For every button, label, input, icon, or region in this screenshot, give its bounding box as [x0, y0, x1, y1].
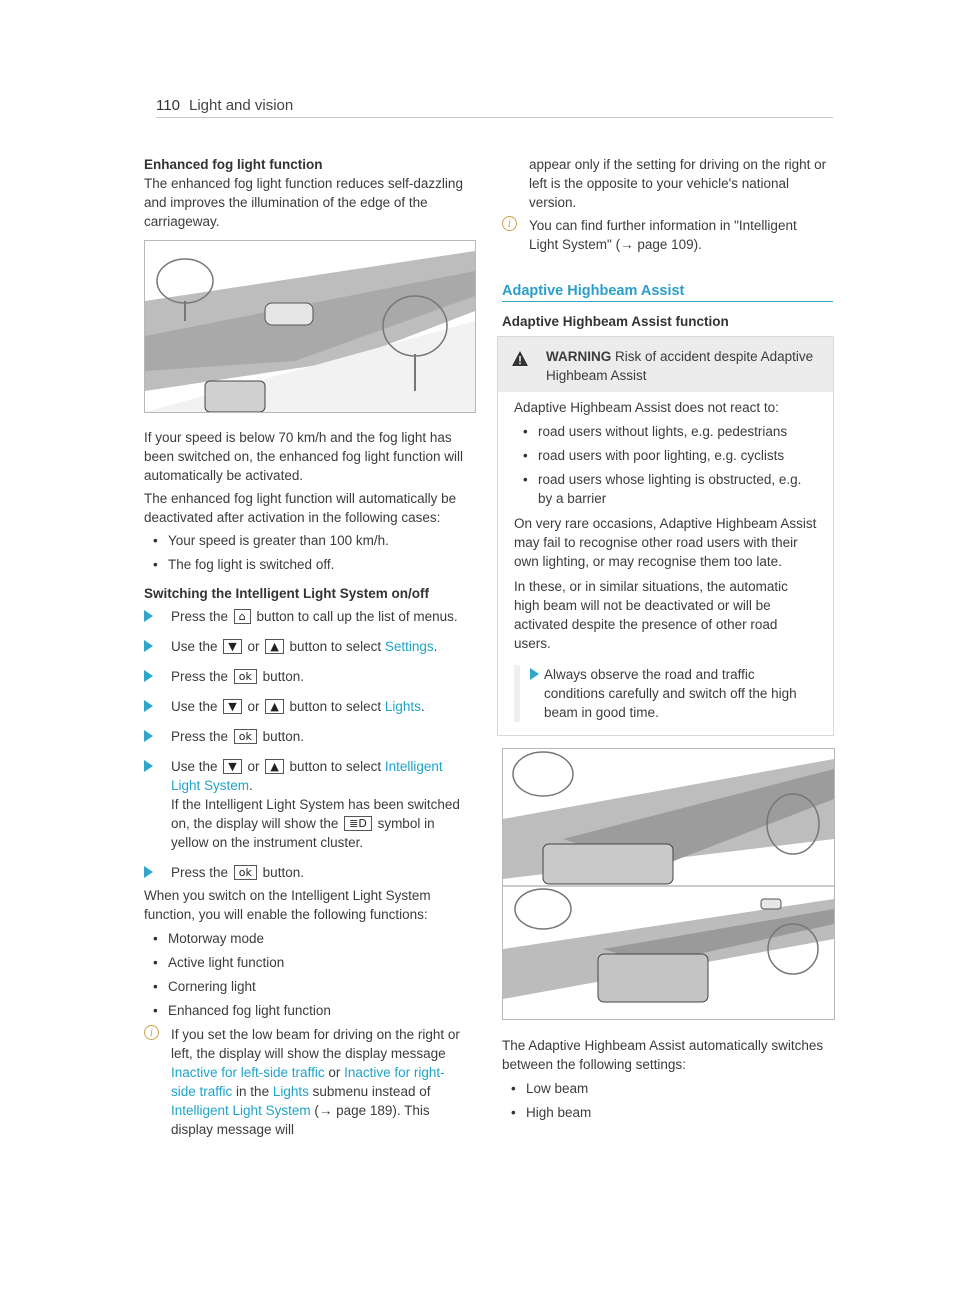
home-key-icon: ⌂ — [234, 609, 251, 624]
continued-text: appear only if the setting for driving on the right or left is the opposite to your vehicle's national version. — [529, 157, 827, 210]
warning-p2: In these, or in similar situations, the automatic high beam will not be deactivated or will be activated despite the presence of other road users. — [514, 579, 788, 651]
step-text: . — [420, 699, 425, 714]
step-3 — [144, 667, 464, 686]
step-2 — [144, 637, 464, 656]
warning-triangle-icon — [512, 351, 528, 366]
headlamp-symbol-icon: ≣D — [344, 816, 372, 831]
step-text: or — [247, 699, 260, 714]
function-item-2: • Active light function — [144, 953, 464, 972]
section-title: Light and vision — [189, 97, 294, 114]
fog-p1: If your speed is below 70 km/h and the fog light has been switched on, the enhanced fog light function will automatically be activated. — [144, 430, 463, 483]
step-text: button to select — [289, 759, 382, 774]
step-note: If the Intelligent Light System has been switched on, the display will show the — [171, 797, 460, 831]
function-item-1: • Motorway mode — [144, 929, 464, 948]
note-message-right: Inactive for right-side traffic — [171, 1065, 445, 1099]
step-arrow-icon — [144, 640, 153, 652]
up-key-icon: ▲ — [265, 699, 283, 714]
step-arrow-icon — [144, 610, 153, 622]
step-text: button. — [262, 865, 304, 880]
step-text: or — [247, 759, 260, 774]
step-7 — [144, 863, 464, 882]
sub-heading: Adaptive Highbeam Assist function — [502, 314, 729, 329]
step-note: symbol in yellow on the instrument cluster. — [171, 816, 435, 850]
step-text: Use the — [171, 699, 218, 714]
note-message-left: Inactive for left-side traffic — [171, 1065, 325, 1080]
step-text: . — [433, 639, 438, 654]
warning-title-text: Risk of accident despite Adaptive Highbeam Assist — [546, 349, 814, 383]
warning-label: WARNING — [546, 349, 612, 364]
info-icon: i — [502, 216, 517, 231]
up-key-icon: ▲ — [265, 639, 283, 654]
step-text: Press the — [171, 865, 229, 880]
step-text: . — [249, 778, 253, 793]
section-rule — [502, 301, 833, 302]
fog-bullet-2: • The fog light is switched off. — [144, 555, 464, 574]
ok-key-icon: ok — [234, 729, 257, 744]
right-column-bottom — [502, 1036, 833, 1122]
info-text: You can find further information in "Intelligent Light System" (→ page 109). — [529, 218, 797, 252]
ok-key-icon: ok — [234, 669, 257, 684]
warning-body — [498, 392, 833, 722]
step-arrow-icon — [144, 700, 153, 712]
warning-p1: On very rare occasions, Adaptive Highbeam Assist may fail to recognise other road users with their own lighting, or may recognise them too late. — [514, 516, 817, 569]
section-heading: Adaptive Highbeam Assist — [502, 283, 685, 299]
step-text: button. — [262, 729, 304, 744]
note-text: or — [328, 1065, 341, 1080]
step-arrow-icon — [144, 866, 153, 878]
step-text: Press the — [171, 669, 229, 684]
fog-light-illustration — [144, 240, 476, 413]
note-text: (→ page 189). This display message will — [171, 1103, 430, 1137]
menu-ils-link: Intelligent Light System — [171, 759, 443, 793]
step-text: Press the — [171, 609, 229, 624]
ils-heading: Switching the Intelligent Light System on/off — [144, 586, 429, 601]
left-column-body — [144, 428, 464, 1139]
info-note — [502, 216, 829, 254]
step-text: button to select — [289, 639, 382, 654]
fog-heading: Enhanced fog light function — [144, 157, 323, 172]
fog-p2: The enhanced fog light function will automatically be deactivated after activation in the following cases: — [144, 491, 457, 525]
warning-title — [546, 347, 816, 385]
highbeam-illustration — [502, 748, 835, 1020]
warning-header — [498, 337, 833, 392]
left-column — [144, 155, 464, 231]
note-text: If you set the low beam for driving on the right or left, the display will show the display message — [171, 1027, 460, 1061]
warning-action — [514, 665, 817, 722]
right-continuation — [529, 155, 829, 212]
up-key-icon: ▲ — [265, 759, 283, 774]
warning-action-text: Always observe the road and traffic conditions carefully and switch off the high beam in good time. — [544, 667, 797, 720]
note-text: submenu instead of — [312, 1084, 431, 1099]
step-1 — [144, 607, 464, 626]
setting-low-beam: • Low beam — [502, 1079, 833, 1098]
step-6 — [144, 757, 464, 852]
ok-key-icon: ok — [234, 865, 257, 880]
step-5 — [144, 727, 464, 746]
menu-lights-link: Lights — [384, 699, 421, 714]
down-key-icon: ▼ — [223, 639, 241, 654]
step-text: Press the — [171, 729, 229, 744]
warning-item-2: • road users with poor lighting, e.g. cyclists — [514, 446, 817, 465]
function-item-3: • Cornering light — [144, 977, 464, 996]
auto-text: The Adaptive Highbeam Assist automatically switches between the following settings: — [502, 1038, 824, 1072]
step-arrow-icon — [144, 730, 153, 742]
warning-item-1: • road users without lights, e.g. pedestrians — [514, 422, 817, 441]
step-text: button to select — [289, 699, 382, 714]
step-text: button. — [262, 669, 304, 684]
header-rule — [156, 117, 833, 118]
step-arrow-icon — [144, 760, 153, 772]
warning-intro: Adaptive Highbeam Assist does not react to: — [514, 400, 779, 415]
warning-box — [497, 336, 834, 736]
fog-bullet-1: • Your speed is greater than 100 km/h. — [144, 531, 464, 550]
function-item-4: • Enhanced fog light function — [144, 1001, 464, 1020]
display-note — [144, 1025, 464, 1139]
menu-settings-link: Settings — [384, 639, 434, 654]
warning-item-3: • road users whose lighting is obstructed, e.g. by a barrier — [514, 470, 817, 508]
step-text: Use the — [171, 759, 218, 774]
info-icon: i — [144, 1025, 159, 1040]
step-arrow-icon — [530, 668, 539, 680]
down-key-icon: ▼ — [223, 699, 241, 714]
fog-intro: The enhanced fog light function reduces self-dazzling and improves the illumination of the edge of the carriageway. — [144, 176, 463, 229]
note-lights-menu: Lights — [272, 1084, 309, 1099]
enable-text: When you switch on the Intelligent Light System function, you will enable the following functions: — [144, 888, 431, 922]
step-text: button to call up the list of menus. — [256, 609, 458, 624]
step-text: or — [247, 639, 260, 654]
page-number: 110 — [156, 97, 180, 114]
note-text: in the — [236, 1084, 270, 1099]
step-arrow-icon — [144, 670, 153, 682]
down-key-icon: ▼ — [223, 759, 241, 774]
step-4 — [144, 697, 464, 716]
setting-high-beam: • High beam — [502, 1103, 833, 1122]
step-text: Use the — [171, 639, 218, 654]
note-ils-menu: Intelligent Light System — [171, 1103, 311, 1118]
